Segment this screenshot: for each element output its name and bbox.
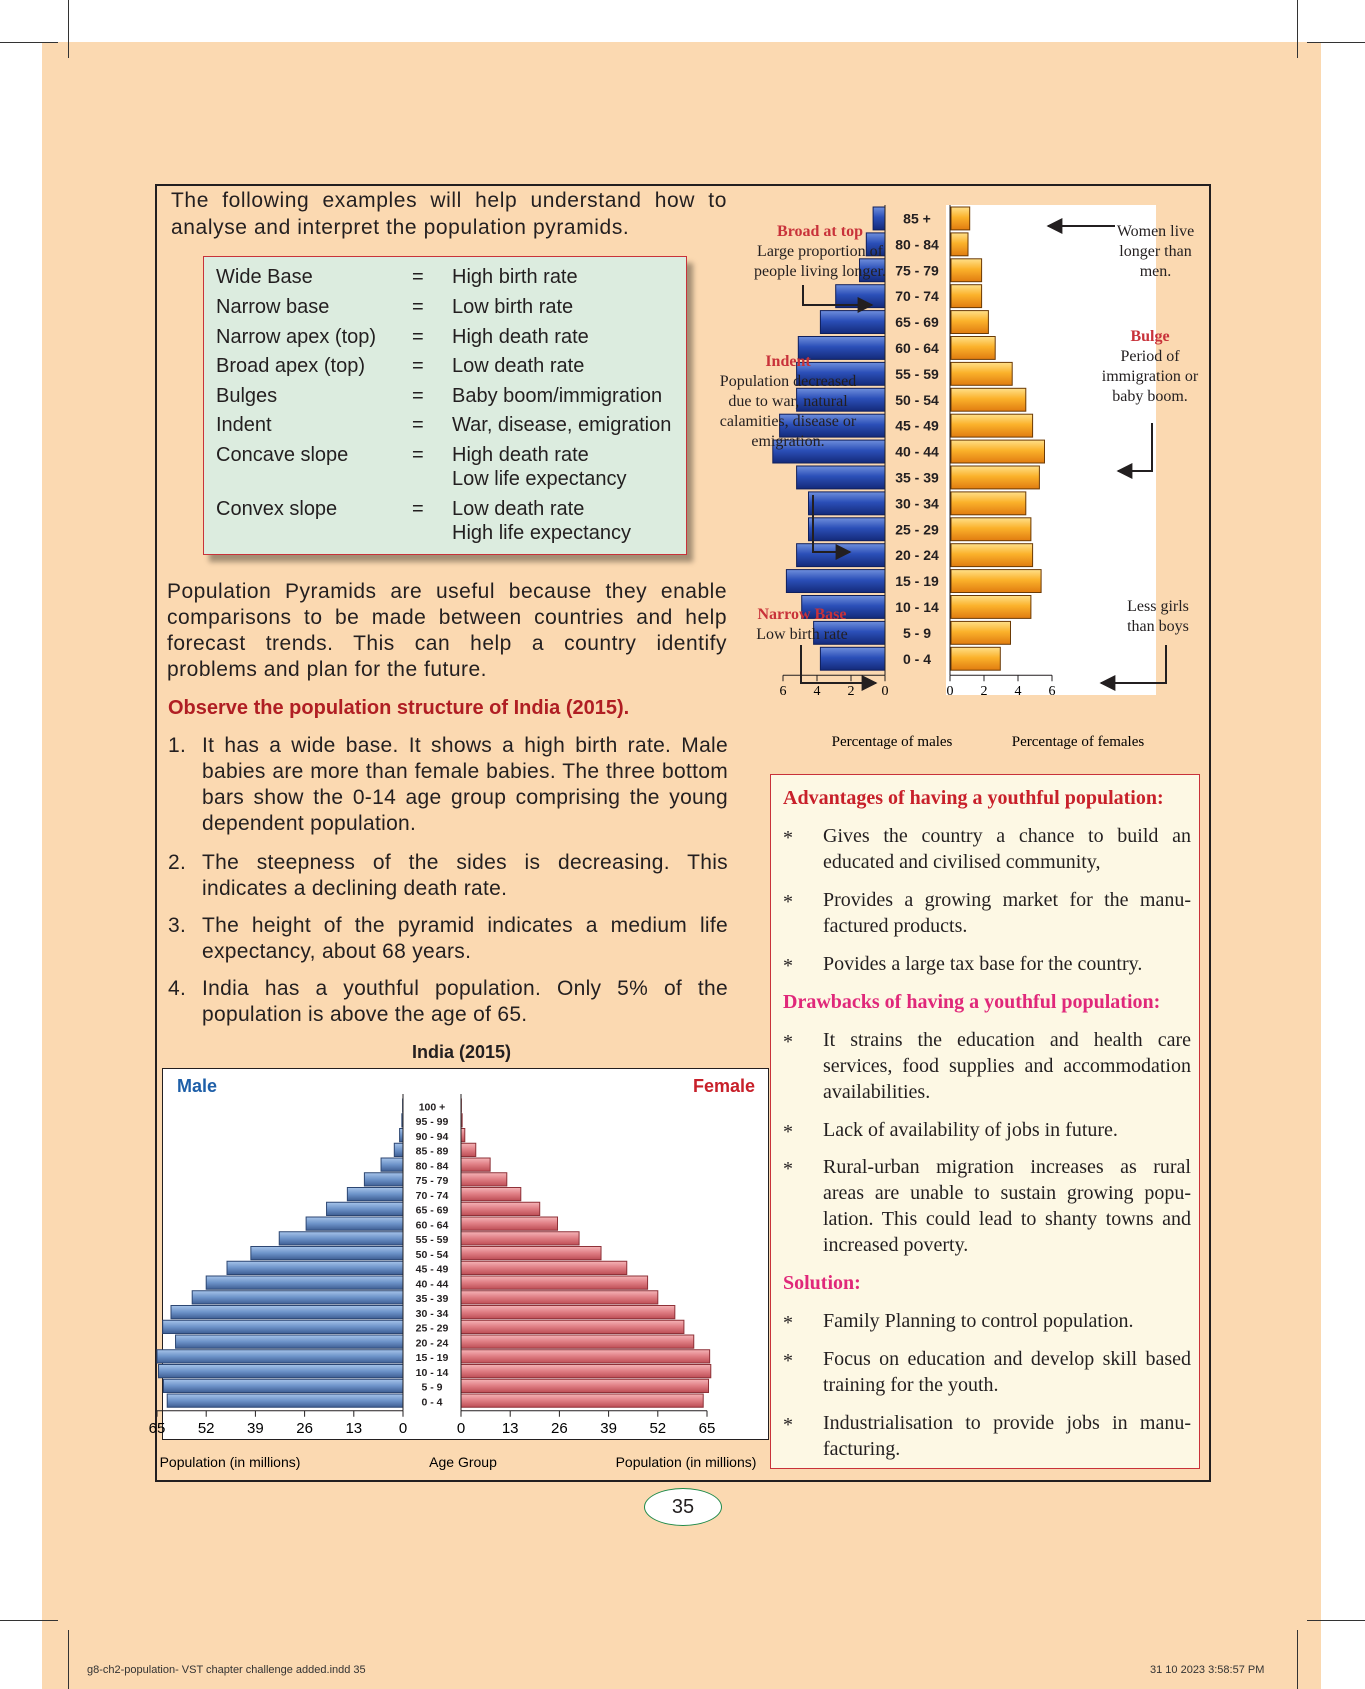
age-label: 45 - 49 [895, 417, 939, 434]
point-number: 1. [168, 734, 187, 757]
bar-female [461, 1291, 658, 1304]
x-tick-label: 0 [881, 684, 889, 700]
annotation-title: Narrow Base [757, 606, 847, 623]
key-eq: = [412, 385, 424, 407]
key-value: Low death rate [452, 355, 585, 377]
bullet: * [783, 891, 793, 913]
x-tick-label: 0 [456, 1419, 466, 1437]
age-label: 60 - 64 [895, 339, 939, 356]
x-tick-label: 52 [649, 1419, 667, 1437]
annotation-text: Population decreased due to war, natural calamities, disease or emigration. [719, 373, 857, 450]
key-value: War, disease, emigration [452, 414, 672, 436]
bar-male [381, 1158, 403, 1171]
bar-male [227, 1261, 403, 1274]
age-label: 100 + [418, 1101, 446, 1114]
age-label: 60 - 64 [415, 1219, 449, 1232]
x-axis-label-male: Percentage of males [831, 734, 953, 750]
list-item-text: It strains the education and health care services, food supplies and accommodation availabilities. [823, 1029, 1191, 1103]
age-label: 75 - 79 [415, 1175, 449, 1187]
x-tick-label: 0 [398, 1419, 408, 1437]
bar-female [461, 1261, 627, 1274]
annotation-text: Less girls than boys [1127, 598, 1189, 635]
age-label: 65 - 69 [895, 314, 939, 331]
india-pyramid-chart [150, 1068, 775, 1480]
bar-female [951, 311, 988, 334]
key-value: High birth rate [452, 266, 578, 288]
annotation-broad-top [735, 222, 905, 282]
bar-male [206, 1276, 403, 1289]
bar-female [951, 285, 982, 308]
annotation-title: Broad at top [777, 223, 863, 240]
usefulness-paragraph: Population Pyramids are useful because they enable comparisons to be made between countries and help forecast trends. This can help a country identify problems and plan for the future. [167, 580, 727, 681]
x-tick-label: 2 [847, 684, 855, 700]
x-tick-label: 4 [813, 684, 821, 700]
age-label: 55 - 59 [415, 1234, 449, 1246]
bar-male [163, 1320, 403, 1333]
age-label: 35 - 39 [895, 469, 939, 486]
solution-heading: Solution: [783, 1272, 861, 1294]
x-tick-label: 2 [980, 684, 988, 700]
age-label: 40 - 44 [895, 443, 939, 460]
age-label: 15 - 19 [895, 573, 939, 590]
key-label: Concave slope [216, 444, 349, 466]
bullet: * [783, 1350, 793, 1372]
crop-mark [0, 42, 58, 43]
key-value: High life expectancy [452, 522, 631, 544]
bar-female [461, 1335, 694, 1348]
age-label: 10 - 14 [415, 1366, 449, 1379]
x-tick-label: 6 [1048, 684, 1056, 700]
bar-female [951, 466, 1039, 489]
x-tick-label: 39 [600, 1419, 617, 1437]
key-label: Indent [216, 414, 272, 436]
age-label: 80 - 84 [895, 236, 939, 253]
india-chart-title: India (2015) [412, 1042, 512, 1062]
key-value: Low death rate [452, 498, 585, 520]
key-table [203, 256, 687, 555]
crop-mark [0, 1620, 58, 1621]
bar-male [797, 544, 885, 567]
bar-male [820, 647, 885, 670]
list-item-text: Focus on education and develop skill based training for the youth. [823, 1348, 1191, 1396]
advantages-box [770, 774, 1200, 1469]
key-label: Narrow base [216, 296, 330, 318]
bar-male [251, 1247, 403, 1260]
point-number: 3. [168, 914, 187, 937]
key-eq: = [412, 498, 424, 520]
age-label: 25 - 29 [895, 521, 939, 538]
x-tick-label: 52 [197, 1419, 215, 1437]
annotation-text: Large proportion of people living longer. [754, 243, 886, 280]
key-eq: = [412, 414, 424, 436]
age-label: 25 - 29 [415, 1322, 449, 1335]
age-label: 35 - 39 [415, 1293, 449, 1305]
key-label: Bulges [216, 385, 278, 407]
bullet: * [783, 1414, 793, 1436]
point-number: 4. [168, 977, 187, 1000]
bar-female [951, 621, 1011, 644]
key-label: Wide Base [216, 266, 313, 288]
age-label: 65 - 69 [415, 1204, 449, 1217]
key-value: Baby boom/immigration [452, 385, 663, 407]
list-item-text: Lack of availability of jobs in future. [823, 1119, 1118, 1141]
bullet: * [783, 1031, 793, 1053]
bar-male [809, 518, 886, 541]
annotation-title: Indent [765, 353, 811, 370]
age-label: 85 + [903, 210, 931, 227]
bullet: * [783, 1121, 793, 1143]
bar-female [461, 1129, 465, 1142]
bar-male [327, 1202, 403, 1215]
key-value: Low birth rate [452, 296, 574, 318]
bar-male [306, 1217, 403, 1230]
bar-female [461, 1247, 601, 1260]
age-label: 20 - 24 [895, 547, 939, 564]
age-label: 40 - 44 [415, 1278, 449, 1291]
annotation-text: Low birth rate [756, 626, 848, 643]
age-label: 85 - 89 [415, 1145, 449, 1158]
bar-female [461, 1173, 507, 1186]
list-item-text: Povides a large tax base for the country. [823, 953, 1143, 975]
slug-left: g8-ch2-population- VST chapter challenge added.indd 35 [87, 1664, 366, 1676]
age-label: 55 - 59 [895, 365, 939, 382]
age-label: 0 - 4 [902, 650, 932, 667]
crop-mark [1307, 42, 1365, 43]
bar-male [400, 1129, 403, 1142]
bar-male [171, 1306, 403, 1319]
age-label: 95 - 99 [415, 1116, 449, 1128]
bar-female [951, 414, 1033, 437]
age-label: 45 - 49 [415, 1263, 449, 1276]
age-label: 10 - 14 [895, 598, 939, 615]
x-axis-label-female: Percentage of females [1011, 734, 1145, 750]
annotation-indent [718, 352, 858, 452]
x-tick-label: 13 [501, 1419, 519, 1437]
x-tick-label: 6 [779, 684, 787, 700]
age-label: 5 - 9 [421, 1381, 443, 1394]
bullet: * [783, 1158, 793, 1180]
bar-female [951, 518, 1031, 541]
bar-male [163, 1379, 403, 1392]
bar-male [159, 1365, 403, 1378]
bullet: * [783, 827, 793, 849]
crop-mark [1307, 1620, 1365, 1621]
bar-male [192, 1291, 403, 1304]
crop-mark [1297, 1630, 1298, 1689]
age-label: 30 - 34 [895, 495, 939, 512]
key-value: High death rate [452, 444, 589, 466]
drawbacks-heading: Drawbacks of having a youthful population: [783, 991, 1161, 1013]
bar-female [461, 1306, 675, 1319]
bar-female [461, 1158, 490, 1171]
age-label: 30 - 34 [415, 1307, 449, 1320]
crop-mark [1297, 0, 1298, 58]
bar-female [951, 647, 1000, 670]
legend-male: Male [177, 1076, 218, 1096]
age-label: 15 - 19 [415, 1352, 449, 1364]
bar-female [461, 1320, 684, 1333]
bar-male [176, 1335, 403, 1348]
key-value: Low life expectancy [452, 468, 627, 490]
list-item-text: Gives the country a chance to build an educated and civilised community, [823, 825, 1191, 873]
bar-female [461, 1188, 521, 1201]
x-tick-label: 13 [345, 1419, 363, 1437]
bullet: * [783, 955, 793, 977]
bar-male [167, 1394, 403, 1407]
bar-female [951, 259, 982, 282]
x-tick-label: 39 [247, 1419, 264, 1437]
bar-female [461, 1394, 703, 1407]
x-tick-label: 26 [296, 1419, 313, 1437]
bar-female [461, 1350, 710, 1363]
annotation-bulge [1100, 327, 1200, 407]
annotation-text: Period of immigration or baby boom. [1101, 348, 1199, 405]
age-label: 90 - 94 [415, 1130, 449, 1143]
bar-male [364, 1173, 403, 1186]
age-label: 5 - 9 [902, 624, 932, 641]
bar-female [461, 1202, 540, 1215]
key-label: Broad apex (top) [216, 355, 365, 377]
x-axis-label-left: Population (in millions) [159, 1454, 301, 1470]
legend-female: Female [692, 1076, 755, 1096]
point-text: India has a youthful population. Only 5% of the population is above the age of 65. [202, 977, 728, 1026]
age-label: 70 - 74 [895, 288, 939, 305]
bar-female [951, 388, 1026, 411]
advantages-heading: Advantages of having a youthful population: [783, 787, 1164, 809]
key-eq: = [412, 444, 424, 466]
point-text: The steepness of the sides is decreasing. This indicates a declining death rate. [202, 851, 728, 900]
age-label: 50 - 54 [415, 1248, 449, 1261]
observe-heading: Observe the population structure of India (2015). [168, 697, 630, 719]
x-tick-label: 65 [148, 1419, 166, 1437]
x-tick-label: 65 [698, 1419, 716, 1437]
bar-female [951, 440, 1045, 463]
key-eq: = [412, 296, 424, 318]
bar-female [461, 1379, 709, 1392]
key-eq: = [412, 266, 424, 288]
bar-male [797, 466, 885, 489]
age-label: 70 - 74 [415, 1189, 449, 1202]
page-number: 35 [644, 1488, 722, 1526]
point-text: It has a wide base. It shows a high birth rate. Male babies are more than female babies. The three bottom bars show the 0-14 age group comprising the young dependent population. [202, 734, 728, 835]
annotation-women [1108, 222, 1203, 282]
x-axis-label-center: Age Group [429, 1454, 497, 1470]
bullet: * [783, 1312, 793, 1334]
bar-male [347, 1188, 403, 1201]
bar-female [461, 1365, 711, 1378]
bar-female [951, 233, 968, 256]
bar-female [951, 337, 995, 360]
bar-female [461, 1217, 558, 1230]
key-eq: = [412, 326, 424, 348]
x-tick-label: 4 [1014, 684, 1022, 700]
age-label: 80 - 84 [415, 1160, 449, 1173]
age-label: 0 - 4 [421, 1396, 443, 1409]
point-text: The height of the pyramid indicates a medium life expectancy, about 68 years. [202, 914, 728, 963]
crop-mark [68, 0, 69, 58]
key-label: Convex slope [216, 498, 338, 520]
list-item-text: Rural-urban migration increases as rural areas are unable to sustain growing popu-lation. This could lead to shanty towns and increased poverty. [823, 1156, 1191, 1256]
key-value: High death rate [452, 326, 589, 348]
bar-male [786, 570, 885, 593]
bar-female [461, 1143, 476, 1156]
bar-female [461, 1232, 579, 1245]
x-axis-label-right: Population (in millions) [615, 1454, 757, 1470]
bar-female [461, 1276, 648, 1289]
list-item-text: Industrialisation to provide jobs in manu-facturing. [823, 1412, 1191, 1460]
list-item-text: Provides a growing market for the manu-factured products. [823, 889, 1191, 937]
bar-female [951, 570, 1041, 593]
age-label: 75 - 79 [895, 262, 939, 279]
age-label: 50 - 54 [895, 391, 939, 408]
bar-male [820, 311, 885, 334]
annotation-title: Bulge [1130, 328, 1170, 345]
intro-text: The following examples will help understand how to analyse and interpret the population pyramids. [171, 189, 727, 239]
list-item-text: Family Planning to control population. [823, 1310, 1134, 1332]
bar-male [809, 492, 886, 515]
crop-mark [68, 1630, 69, 1689]
annotation-text: Women live longer than men. [1116, 223, 1195, 280]
annotation-narrow-base [747, 605, 857, 645]
annotation-girls [1118, 597, 1198, 637]
bar-female [951, 596, 1031, 619]
bar-female [951, 362, 1012, 385]
bar-male [279, 1232, 403, 1245]
bar-female [951, 207, 970, 230]
slug-right: 31 10 2023 3:58:57 PM [1150, 1664, 1265, 1676]
key-eq: = [412, 355, 424, 377]
bar-female [951, 544, 1033, 567]
bar-male [157, 1350, 403, 1363]
point-number: 2. [168, 851, 187, 874]
age-label: 20 - 24 [415, 1337, 449, 1350]
x-tick-label: 26 [551, 1419, 568, 1437]
bar-female [951, 492, 1026, 515]
key-label: Narrow apex (top) [216, 326, 377, 348]
x-tick-label: 0 [946, 684, 954, 700]
bar-male [394, 1143, 403, 1156]
